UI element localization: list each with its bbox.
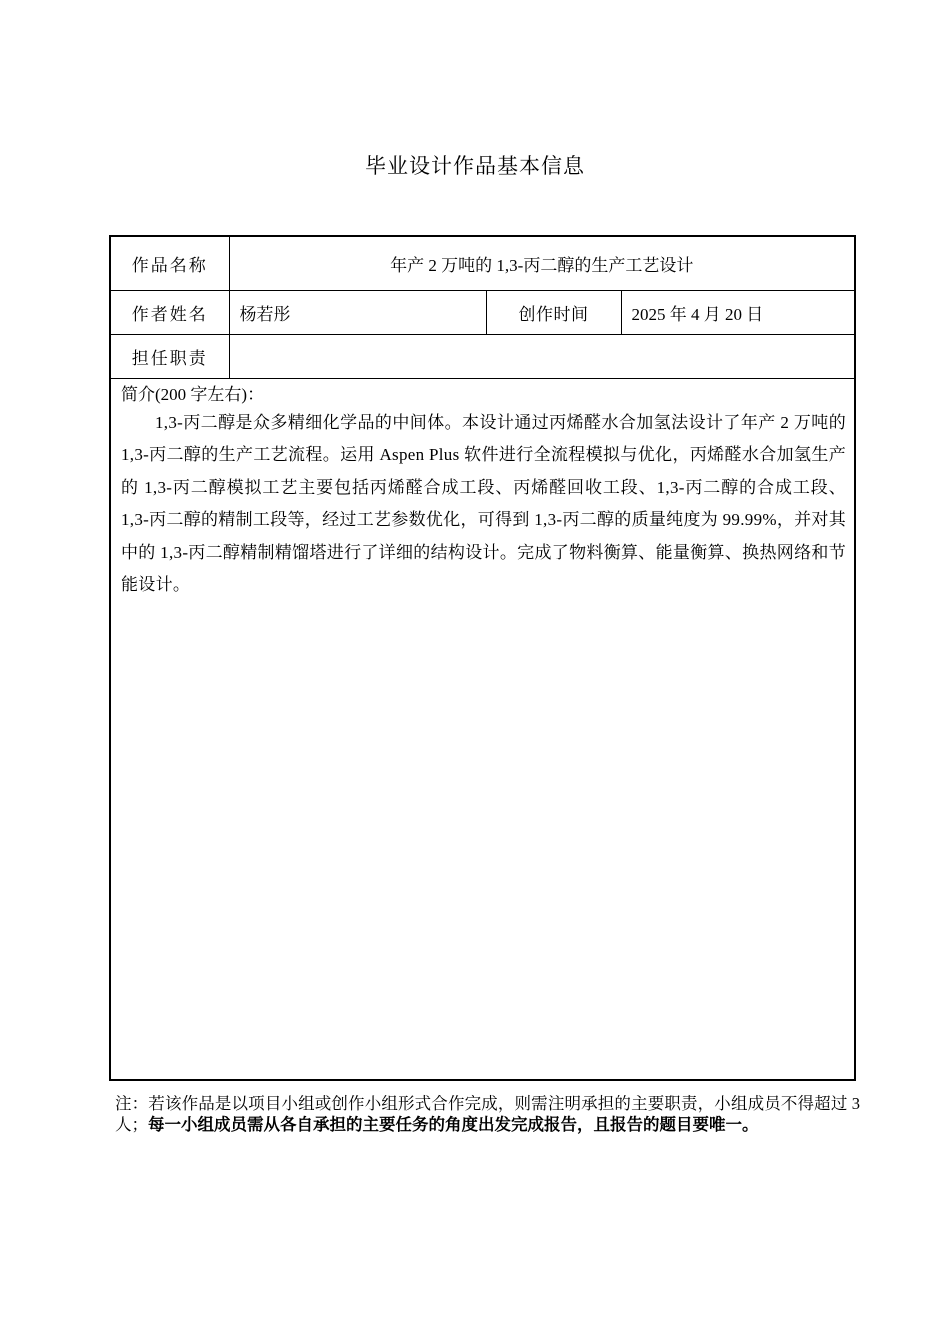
row-work-name: [110, 236, 855, 290]
work-name-value: 年产 2 万吨的 1,3-丙二醇的生产工艺设计: [229, 236, 855, 290]
footnote-bold: 每一小组成员需从各自承担的主要任务的角度出发完成报告，且报告的题目要唯一。: [148, 1115, 759, 1134]
duty-value: [229, 334, 855, 378]
date-label: 创作时间: [486, 290, 621, 334]
footnote: [115, 1093, 860, 1135]
work-name-label: 作品名称: [110, 236, 229, 290]
author-value: 杨若彤: [229, 290, 486, 334]
row-intro: [110, 378, 855, 1080]
intro-heading: 简介(200 字左右)：: [121, 384, 265, 404]
author-label: 作者姓名: [110, 290, 229, 334]
date-value: 2025 年 4 月 20 日: [621, 290, 855, 334]
intro-body: 1,3-丙二醇是众多精细化学品的中间体。本设计通过丙烯醛水合加氢法设计了年产 2 万吨的 1,3-丙二醇的生产工艺流程。运用 Aspen Plus 软件进行全流程模拟与优化，丙烯醛水合加氢生产的 1,3-丙二醇模拟工艺主要包括丙烯醛合成工段、丙烯醛回收工段、1,3-丙二醇的合成工段、1,3-丙二醇的精制工段等，经过工艺参数优化，可得到 1,3-丙二醇的质量纯度为 99.99%，并对其中的 1,3-丙二醇精制精馏塔进行了详细的结构设计。完成了物料衡算、能量衡算、换热网络和节能设计。: [121, 412, 847, 594]
page-title: 毕业设计作品基本信息: [365, 154, 585, 178]
row-author: [110, 290, 855, 334]
footnote-normal: 注：若该作品是以项目小组或创作小组形式合作完成，则需注明承担的主要职责，小组成员不得超过 3 人；: [115, 1094, 860, 1134]
info-table: [109, 235, 856, 1081]
row-duty: [110, 334, 855, 378]
intro-cell: [110, 378, 855, 1080]
duty-label: 担任职责: [110, 334, 229, 378]
